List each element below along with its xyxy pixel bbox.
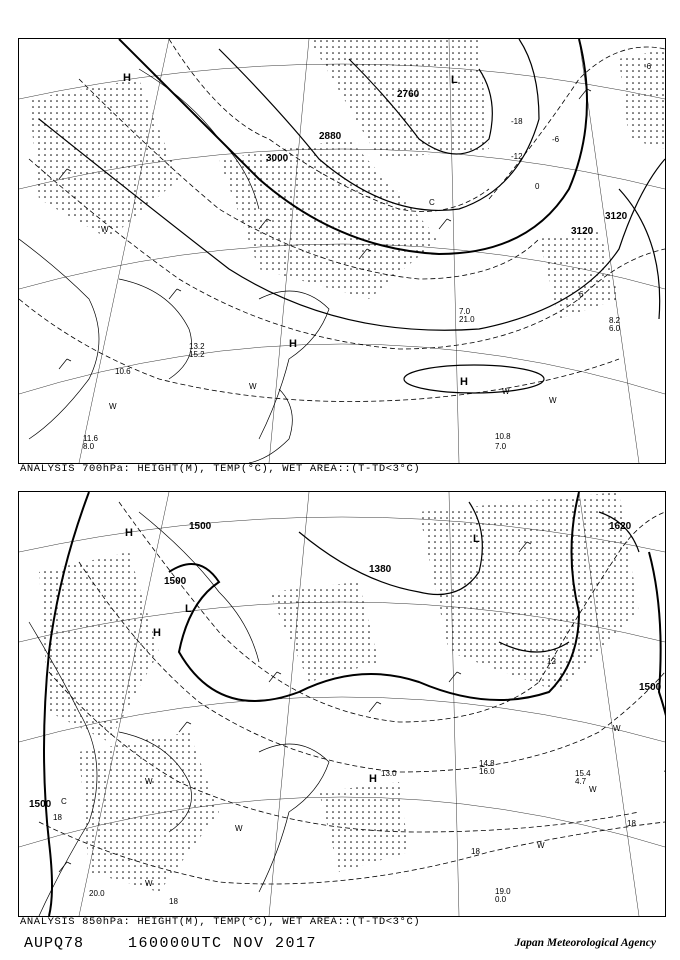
temp-label: -18 (511, 117, 523, 126)
height-label: 1380 (369, 564, 392, 575)
station-obs: 13.0 (381, 769, 397, 778)
temp-label: 18 (53, 813, 62, 822)
height-label: 2880 (319, 131, 342, 142)
station-obs: 7.0 (495, 442, 507, 451)
warm-center: W (249, 382, 257, 391)
station-obs: 10.8 (495, 432, 511, 441)
station-obs: 14.8 (479, 759, 495, 768)
low-pressure-center: L (473, 533, 480, 545)
warm-center: W (613, 724, 621, 733)
station-obs: 21.0 (459, 315, 475, 324)
warm-center: W (589, 785, 597, 794)
panel-caption-700hpa: ANALYSIS 700hPa: HEIGHT(M), TEMP(°C), WET AREA::(T-TD<3°C) (20, 463, 421, 475)
warm-center: W (549, 396, 557, 405)
high-pressure-center: H (123, 72, 131, 84)
station-obs: 10.6 (115, 367, 131, 376)
height-label: 1620 (609, 521, 632, 532)
height-label: 2760 (397, 89, 420, 100)
temp-label: -6 (552, 135, 560, 144)
high-pressure-center: H (289, 338, 297, 350)
station-obs: 20.0 (89, 889, 105, 898)
warm-center: W (101, 225, 109, 234)
station-obs: 6.0 (609, 324, 621, 333)
map-panel-700hpa (18, 38, 666, 464)
warm-center: W (145, 777, 153, 786)
low-pressure-center: L (451, 74, 458, 86)
height-label: 1500 (639, 682, 662, 693)
chart-id: AUPQ78 (24, 935, 85, 952)
height-label: 1500 (29, 799, 52, 810)
map-panel-850hpa (18, 491, 666, 917)
warm-center: W (145, 879, 153, 888)
temp-label: 18 (471, 847, 480, 856)
cold-center: C (429, 198, 435, 207)
height-label: 1500 (164, 576, 187, 587)
high-pressure-center: H (460, 376, 468, 388)
temp-label: 0 (535, 182, 540, 191)
temp-label: 6 (579, 290, 584, 299)
temp-label: 18 (627, 819, 636, 828)
height-label: 3000 (266, 153, 289, 164)
height-label: 3120 (605, 211, 628, 222)
temp-label: -12 (511, 152, 523, 161)
valid-time: 160000UTC NOV 2017 (128, 935, 318, 952)
station-obs: 13.2 (189, 342, 205, 351)
temp-label: 18 (169, 897, 178, 906)
station-obs: 8.2 (609, 316, 621, 325)
high-pressure-center: H (153, 627, 161, 639)
panel-caption-850hpa: ANALYSIS 850hPa: HEIGHT(M), TEMP(°C), WET AREA::(T-TD<3°C) (20, 916, 421, 928)
weather-chart-850hpa (19, 492, 665, 916)
station-obs: 4.7 (575, 777, 587, 786)
station-obs: 15.4 (575, 769, 591, 778)
warm-center: W (502, 387, 510, 396)
warm-center: W (109, 402, 117, 411)
height-label: 1500 (189, 521, 212, 532)
station-obs: 16.0 (479, 767, 495, 776)
high-pressure-center: H (125, 527, 133, 539)
weather-chart-700hpa (19, 39, 665, 463)
station-obs: 15.2 (189, 350, 205, 359)
station-obs: 8.0 (83, 442, 95, 451)
temp-label: 12 (547, 657, 556, 666)
station-obs: 11.6 (83, 434, 98, 443)
temp-label: -6 (644, 62, 652, 71)
high-pressure-center: H (369, 773, 377, 785)
low-pressure-center: L (185, 603, 192, 615)
cold-center: C (61, 797, 67, 806)
station-obs: 7.0 (459, 307, 471, 316)
station-obs: 0.0 (495, 895, 507, 904)
agency-name: Japan Meteorological Agency (514, 937, 656, 949)
station-obs: 19.0 (495, 887, 511, 896)
height-label: 3120 (571, 226, 594, 237)
warm-center: W (235, 824, 243, 833)
warm-center: W (537, 841, 545, 850)
